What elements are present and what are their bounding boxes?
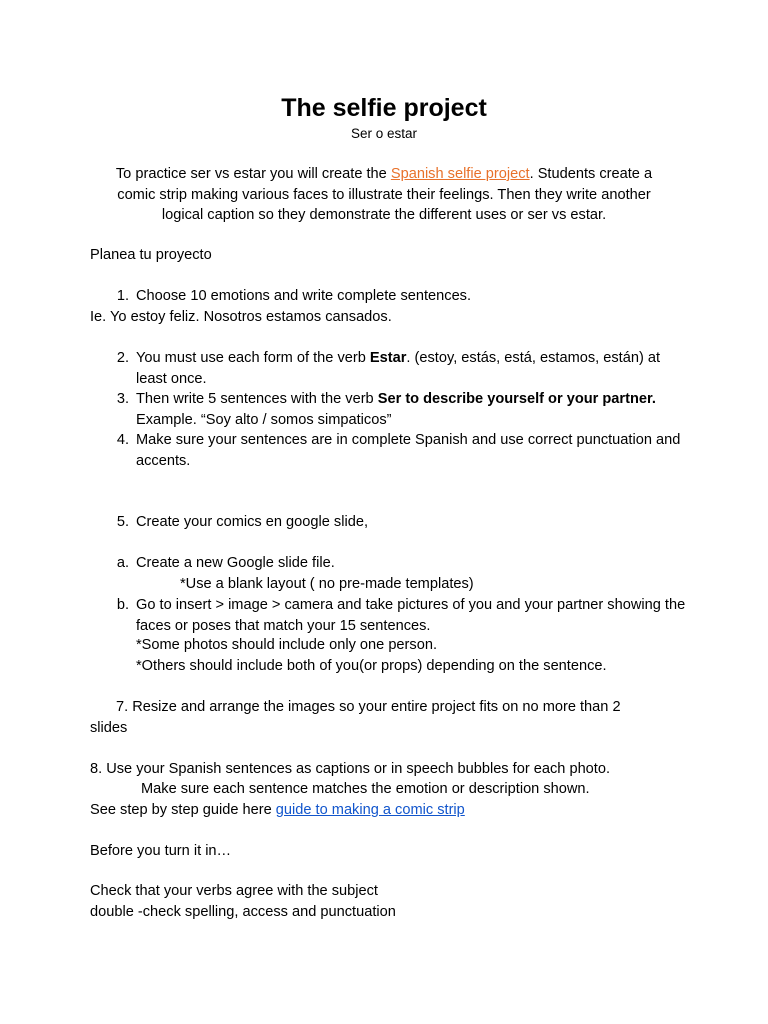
document-title: The selfie project [281,94,487,122]
step-8-line-2: Make sure each sentence matches the emotion or description shown. [141,781,590,797]
list-item-text [136,389,691,430]
intro-paragraph [96,164,672,226]
item2-post: . (estoy, estás, está, estamos, están) at least once. [136,350,661,387]
list-item-text: Create your comics en google slide, [136,514,368,530]
list-item-text: Create a new Google slide file. [136,555,335,571]
list-number: 5. [116,514,129,530]
item-b-note-1: *Some photos should include only one person. [136,637,437,653]
list-item-text: Make sure your sentences are in complete Spanish and use correct punctuation and accents. [136,432,681,469]
list-number: 4. [116,432,129,448]
comic-strip-guide-link[interactable]: guide to making a comic strip [275,802,465,818]
example-sentence: Ie. Yo estoy feliz. Nosotros estamos cansados. [90,309,392,325]
list-letter: a. [116,555,129,571]
step-7-line-2: slides [90,720,128,736]
item3-bold: Ser to describe yourself or your partner. [377,391,656,407]
item2-bold: Estar [369,350,407,366]
item-b-note-2: *Others should include both of you(or props) depending on the sentence. [136,658,607,674]
list-item-text: Choose 10 emotions and write complete sentences. [136,288,472,304]
list-letter: b. [116,597,129,613]
list-number: 1. [116,288,129,304]
item2-pre: You must use each form of the verb [136,350,370,366]
step-8-line-1: 8. Use your Spanish sentences as captions or in speech bubbles for each photo. [90,761,611,777]
plan-heading: Planea tu proyecto [90,247,212,263]
intro-text-after: . Students create a comic strip making various faces to illustrate their feelings. Then they write another logical caption so they demonstrate the different uses or ser vs estar. [117,166,653,224]
list-number: 2. [116,350,129,366]
list-item-text: Go to insert > image > camera and take pictures of you and your partner showing the faces or poses that match your 15 sentences. [136,597,686,634]
guide-line [90,800,465,821]
item3-post: Example. “Soy alto / somos simpaticos” [136,411,392,428]
before-turn-in-heading: Before you turn it in… [90,843,232,859]
spanish-selfie-project-link[interactable]: Spanish selfie project [390,166,530,182]
item-a-note: *Use a blank layout ( no pre-made templates) [180,576,474,592]
document-subtitle: Ser o estar [350,126,418,141]
guide-text: See step by step guide here [90,802,276,818]
list-number: 3. [116,391,129,407]
item3-pre: Then write 5 sentences with the verb [136,391,378,407]
checklist-item-2: double -check spelling, access and punctuation [90,904,396,920]
step-7-line-1: 7. Resize and arrange the images so your entire project fits on no more than 2 [116,699,621,715]
checklist-item-1: Check that your verbs agree with the subject [90,883,378,899]
list-item-text [136,348,691,389]
intro-text-before: To practice ser vs estar you will create the [115,166,391,182]
